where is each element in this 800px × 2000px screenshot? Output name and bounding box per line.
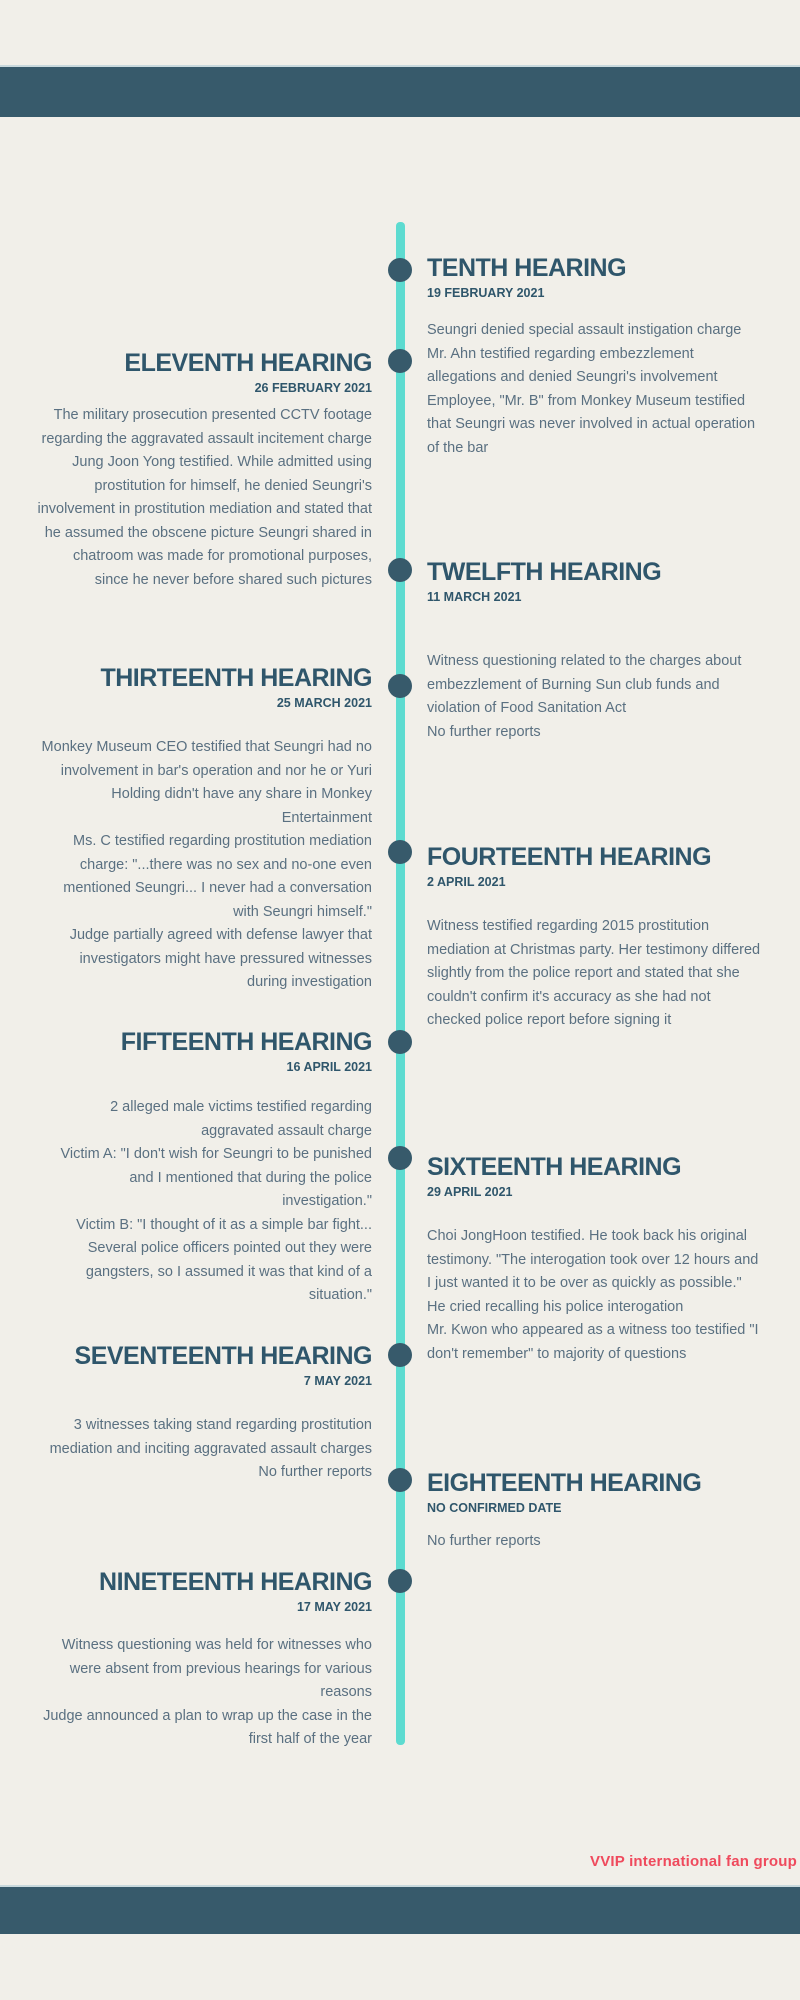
hearing-entry-eleventh <box>36 348 372 592</box>
hearing-body <box>427 1530 763 1554</box>
timeline-line <box>396 222 405 1745</box>
hearing-paragraph: The military prosecution presented CCTV footage regarding the aggravated assault incitement charge <box>41 407 372 447</box>
hearing-entry-nineteenth <box>36 1567 372 1752</box>
timeline-dot <box>388 840 412 864</box>
timeline-dot <box>388 1468 412 1492</box>
hearing-body <box>36 404 372 592</box>
hearing-date: 29 APRIL 2021 <box>427 1185 513 1199</box>
hearing-paragraph: No further reports <box>427 723 541 740</box>
hearing-body <box>36 1634 372 1752</box>
timeline-dot <box>388 349 412 373</box>
hearing-title: SIXTEENTH HEARING <box>427 1153 682 1181</box>
hearing-title: FOURTEENTH HEARING <box>427 843 712 871</box>
hearing-title: ELEVENTH HEARING <box>124 349 372 377</box>
hearing-date: 25 MARCH 2021 <box>276 696 372 710</box>
hearing-body <box>36 1096 372 1308</box>
hearing-paragraph: Victim A: "I don't wish for Seungri to be punished and I mentioned that during the police investigation." <box>60 1146 372 1209</box>
hearing-body <box>427 915 763 1033</box>
hearing-body <box>36 736 372 995</box>
hearing-title: EIGHTEENTH HEARING <box>427 1469 702 1497</box>
timeline-dot <box>388 558 412 582</box>
hearing-date: NO CONFIRMED DATE <box>427 1501 562 1515</box>
hearing-paragraph: Ms. C testified regarding prostitution mediation charge: "...there was no sex and no-one even mentioned Seungri... I never had a conversation with Seungri himself." <box>63 833 372 920</box>
bottom-bar <box>0 1885 800 1934</box>
hearing-entry-fifteenth <box>36 1027 372 1308</box>
hearing-entry-twelfth <box>427 557 763 744</box>
hearing-paragraph: Witness questioning related to the charges about embezzlement of Burning Sun club funds and violation of Food Sanitation Act <box>427 653 742 716</box>
hearing-paragraph: Seungri denied special assault instigation charge <box>427 322 742 338</box>
hearing-body <box>427 319 763 460</box>
hearing-title: FIFTEENTH HEARING <box>120 1028 372 1056</box>
hearing-paragraph: Judge announced a plan to wrap up the case in the first half of the year <box>43 1707 372 1747</box>
hearing-title: TWELFTH HEARING <box>427 558 662 586</box>
credit-text: VVIP international fan group <box>589 1853 797 1870</box>
hearing-date: 7 MAY 2021 <box>303 1374 372 1388</box>
timeline-dot <box>388 1146 412 1170</box>
hearing-date: 19 FEBRUARY 2021 <box>427 286 545 300</box>
hearing-title: THIRTEENTH HEARING <box>100 664 372 692</box>
hearing-title: SEVENTEENTH HEARING <box>74 1342 372 1370</box>
hearing-title: NINETEENTH HEARING <box>99 1568 372 1596</box>
hearing-title: TENTH HEARING <box>427 254 627 282</box>
hearing-date: 17 MAY 2021 <box>296 1600 372 1614</box>
hearing-entry-sixteenth <box>427 1152 763 1366</box>
hearing-date: 26 FEBRUARY 2021 <box>254 381 372 395</box>
hearing-paragraph: Victim B: "I thought of it as a simple bar fight... Several police officers pointed out they were gangsters, so I assumed it was that kind of a situation." <box>76 1216 372 1303</box>
hearing-paragraph: Mr. Ahn testified regarding embezzlement allegations and denied Seungri's involvement <box>427 345 718 385</box>
timeline-dot <box>388 258 412 282</box>
hearing-date: 2 APRIL 2021 <box>427 875 506 889</box>
hearing-date: 16 APRIL 2021 <box>286 1060 372 1074</box>
hearing-paragraph: Witness testified regarding 2015 prostitution mediation at Christmas party. Her testimony differed slightly from the police report and stated that she couldn't confirm it's accuracy as she had not checked police report before signing it <box>427 918 761 1028</box>
hearing-paragraph: Monkey Museum CEO testified that Seungri had no involvement in bar's operation and nor he or Yuri Holding didn't have any share in Monkey Entertainment <box>41 739 372 826</box>
hearing-paragraph: Witness questioning was held for witnesses who were absent from previous hearings for various reasons <box>61 1637 372 1700</box>
timeline-dot <box>388 1569 412 1593</box>
hearing-body <box>427 650 763 744</box>
hearing-entry-seventeenth <box>36 1341 372 1485</box>
hearing-paragraph: No further reports <box>258 1464 372 1480</box>
hearing-paragraph: Choi JongHoon testified. He took back his original testimony. "The interogation took over 12 hours and I just wanted it to be over as quickly as possible." He cried recalling his police interogation <box>427 1228 759 1315</box>
hearing-entry-thirteenth <box>36 663 372 995</box>
hearing-paragraph: Employee, "Mr. B" from Monkey Museum testified that Seungri was never involved in actual operation of the bar <box>427 392 756 456</box>
hearing-paragraph: Mr. Kwon who appeared as a witness too testified "I don't remember" to majority of questions <box>427 1322 759 1362</box>
hearing-body <box>36 1414 372 1485</box>
hearing-paragraph: Jung Joon Yong testified. While admitted using prostitution for himself, he denied Seungri's involvement in prostitution mediation and stated that he assumed the obscene picture Seungri shared in chatroom was made for promotional purposes, since he never before shared such pictures <box>37 454 372 588</box>
timeline-dot <box>388 1030 412 1054</box>
hearing-paragraph: No further reports <box>427 1533 541 1549</box>
hearing-paragraph: 2 alleged male victims testified regarding aggravated assault charge <box>110 1099 372 1139</box>
top-bar <box>0 65 800 117</box>
hearing-entry-eighteenth <box>427 1468 763 1554</box>
timeline-dot <box>388 674 412 698</box>
hearing-entry-fourteenth <box>427 842 763 1033</box>
hearing-entry-tenth <box>427 253 763 460</box>
hearing-paragraph: Judge partially agreed with defense lawyer that investigators might have pressured witnesses during investigation <box>69 927 372 990</box>
timeline-dot <box>388 1343 412 1367</box>
hearing-body <box>427 1225 763 1366</box>
hearing-paragraph: 3 witnesses taking stand regarding prostitution mediation and inciting aggravated assault charges <box>49 1417 372 1457</box>
hearing-date: 11 MARCH 2021 <box>427 590 522 604</box>
